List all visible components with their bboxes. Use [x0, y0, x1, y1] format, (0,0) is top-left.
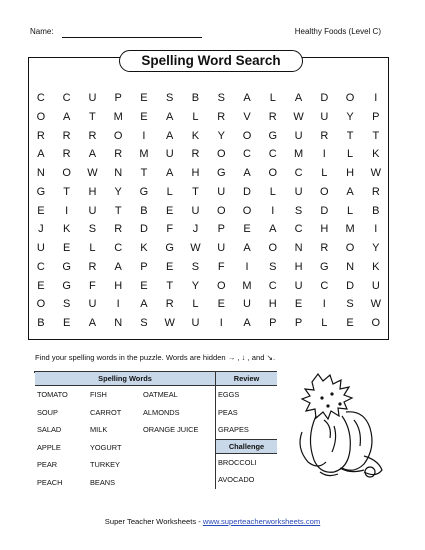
- grid-letter: U: [320, 110, 329, 123]
- grid-letter: W: [370, 298, 382, 311]
- grid-letter: I: [271, 204, 275, 217]
- grid-letter: R: [62, 148, 71, 161]
- grid-letter: B: [372, 204, 380, 217]
- grid-letter: W: [293, 110, 304, 123]
- grid-letter: M: [293, 148, 304, 161]
- vegetables-illustration: [294, 368, 386, 480]
- grid-letter: S: [88, 223, 97, 236]
- grid-letter: U: [294, 185, 303, 198]
- challenge-word: BROCCOLI: [218, 457, 257, 467]
- spelling-word: ORANGE JUICE: [143, 425, 199, 434]
- grid-letter: C: [294, 167, 303, 179]
- footer-link[interactable]: www.superteacherworksheets.com: [202, 517, 321, 526]
- grid-letter: I: [245, 260, 249, 273]
- grid-letter: T: [89, 110, 96, 123]
- grid-letter: T: [63, 185, 71, 198]
- grid-letter: W: [370, 167, 382, 179]
- grid-letter: I: [374, 92, 378, 104]
- grid-letter: U: [294, 129, 303, 142]
- grid-letter: C: [36, 92, 45, 104]
- grid-letter: E: [62, 317, 71, 329]
- grid-letter: F: [217, 260, 225, 273]
- grid-letter: N: [114, 167, 123, 179]
- grid-letter: P: [140, 260, 148, 273]
- grid-letter: R: [217, 110, 226, 123]
- footer: [0, 517, 425, 526]
- grid-letter: G: [36, 185, 46, 198]
- puzzle-title: Spelling Word Search: [119, 50, 303, 72]
- grid-letter: C: [243, 148, 251, 161]
- grid-letter: E: [243, 223, 251, 236]
- grid-letter: S: [62, 298, 71, 311]
- spelling-word: APPLE: [37, 442, 61, 452]
- spelling-word: SALAD: [37, 425, 62, 434]
- grid-letter: O: [268, 242, 278, 254]
- grid-letter: P: [294, 317, 303, 329]
- grid-letter: G: [62, 260, 71, 273]
- grid-letter: T: [140, 167, 148, 179]
- grid-letter: G: [216, 167, 226, 179]
- grid-letter: A: [114, 260, 122, 273]
- grid-letter: I: [116, 298, 120, 311]
- grid-letter: S: [346, 298, 354, 311]
- grid-letter: G: [320, 260, 329, 273]
- grid-letter: R: [114, 223, 123, 236]
- grid-letter: E: [62, 242, 71, 254]
- grid-letter: L: [269, 92, 276, 104]
- grid-letter: Y: [217, 129, 225, 142]
- grid-letter: U: [217, 185, 226, 198]
- grid-letter: C: [62, 92, 71, 104]
- grid-letter: T: [114, 204, 122, 217]
- grid-letter: R: [88, 260, 97, 273]
- worksheet-header: [30, 27, 381, 41]
- grid-letter: L: [166, 185, 173, 198]
- review-challenge-box: [215, 372, 277, 489]
- grid-letter: E: [166, 260, 174, 273]
- spelling-word: [141, 456, 215, 474]
- grid-letter: S: [191, 260, 200, 273]
- grid-letter: A: [140, 298, 148, 311]
- spelling-word: ALMONDS: [143, 407, 180, 417]
- review-list: [216, 386, 277, 439]
- grid-letter: G: [268, 129, 278, 142]
- grid-letter: H: [114, 279, 123, 292]
- grid-letter: K: [62, 223, 71, 236]
- grid-letter: A: [243, 92, 251, 104]
- name-label: Name:: [30, 27, 54, 36]
- grid-letter: K: [372, 148, 380, 161]
- grid-letter: S: [269, 260, 277, 273]
- grid-letter: P: [372, 110, 380, 123]
- grid-letter: L: [347, 148, 354, 161]
- grid-letter: K: [372, 260, 380, 273]
- grid-letter: O: [216, 279, 226, 292]
- spelling-word: PEAR: [37, 460, 58, 469]
- grid-letter: U: [371, 279, 380, 292]
- grid-letter: S: [166, 92, 174, 104]
- name-line: [62, 37, 202, 38]
- grid-letter: A: [88, 148, 97, 161]
- grid-letter: C: [320, 279, 329, 292]
- instructions: Find your spelling words in the puzzle. Words are hidden → , ↓ , and ↘.: [35, 353, 276, 362]
- grid-letter: A: [294, 92, 303, 104]
- grid-letter: L: [89, 242, 96, 254]
- grid-letter: N: [114, 317, 123, 329]
- grid-letter: A: [243, 317, 251, 329]
- grid-letter: I: [142, 129, 146, 142]
- grid-letter: I: [322, 148, 326, 161]
- grid-letter: C: [268, 148, 277, 161]
- grid-letter: U: [191, 317, 200, 329]
- grid-letter: M: [345, 223, 355, 236]
- grid-letter: G: [62, 279, 71, 292]
- grid-letter: J: [192, 223, 199, 236]
- grid-letter: B: [37, 317, 45, 329]
- grid-letter: R: [62, 129, 71, 142]
- grid-letter: U: [88, 92, 97, 104]
- grid-letter: P: [114, 92, 122, 104]
- grid-letter: R: [268, 110, 277, 123]
- grid-letter: U: [217, 242, 226, 254]
- grid-letter: R: [371, 185, 380, 198]
- grid-letter: U: [294, 279, 303, 292]
- grid-letter: B: [191, 92, 200, 104]
- grid-letter: F: [89, 279, 96, 292]
- challenge-word: AVOCADO: [218, 475, 255, 484]
- grid-letter: D: [320, 92, 329, 104]
- grid-letter: J: [38, 223, 44, 236]
- grid-letter: Y: [372, 242, 380, 254]
- grid-letter: E: [346, 317, 354, 329]
- grid-letter: E: [140, 92, 148, 104]
- grid-letter: R: [320, 242, 329, 254]
- grid-letter: W: [87, 167, 98, 179]
- grid-letter: N: [36, 167, 45, 179]
- review-word: PEAS: [218, 407, 238, 417]
- spelling-word: SOUP: [37, 407, 58, 417]
- spelling-word: PEACH: [37, 477, 63, 487]
- grid-letter: H: [346, 167, 355, 179]
- grid-letter: A: [166, 167, 174, 179]
- spelling-word: BEANS: [90, 477, 116, 487]
- grid-letter: R: [114, 148, 123, 161]
- grid-letter: V: [243, 110, 251, 123]
- grid-letter: O: [345, 242, 355, 254]
- grid-letter: W: [164, 317, 175, 329]
- grid-letter: C: [268, 279, 277, 292]
- spelling-word: TURKEY: [90, 460, 120, 469]
- grid-letter: L: [269, 185, 276, 198]
- grid-letter: O: [345, 92, 355, 104]
- spelling-words-list: [35, 386, 215, 491]
- grid-letter: P: [217, 223, 225, 236]
- grid-letter: L: [321, 167, 328, 179]
- grid-letter: H: [191, 167, 200, 179]
- grid-letter: O: [36, 110, 46, 123]
- grid-letter: O: [371, 317, 381, 329]
- grid-letter: A: [269, 223, 277, 236]
- grid-letter: E: [140, 110, 148, 123]
- grid-letter: R: [191, 148, 200, 161]
- grid-letter: A: [166, 110, 174, 123]
- grid-letter: S: [294, 204, 303, 217]
- grid-letter: A: [62, 110, 71, 123]
- grid-letter: A: [37, 148, 45, 161]
- grid-letter: A: [166, 129, 174, 142]
- spelling-words-heading: Spelling Words: [35, 372, 215, 386]
- grid-letter: U: [165, 148, 174, 161]
- grid-letter: E: [294, 298, 303, 311]
- grid-letter: H: [294, 260, 303, 273]
- grid-letter: A: [243, 167, 251, 179]
- grid-letter: R: [165, 298, 174, 311]
- grid-letter: C: [114, 242, 123, 254]
- grid-letter: L: [347, 204, 354, 217]
- grid-letter: Y: [346, 110, 354, 123]
- worksheet-title: Healthy Foods (Level C): [294, 27, 381, 36]
- grid-letter: D: [346, 279, 355, 292]
- grid-letter: M: [113, 110, 123, 123]
- word-bank: [34, 371, 277, 487]
- grid-letter: E: [217, 298, 225, 311]
- grid-letter: C: [36, 260, 45, 273]
- grid-letter: D: [243, 185, 251, 198]
- grid-letter: A: [88, 317, 97, 329]
- grid-letter: W: [190, 242, 201, 254]
- grid-letter: O: [62, 167, 71, 179]
- grid-letter: U: [191, 204, 200, 217]
- grid-letter: T: [166, 279, 174, 292]
- grid-letter: O: [242, 204, 252, 217]
- grid-letter: N: [294, 242, 303, 254]
- grid-letter: U: [88, 204, 97, 217]
- spelling-word: [141, 439, 215, 457]
- spelling-words-box: [35, 372, 215, 491]
- grid-letter: Y: [191, 279, 200, 292]
- grid-letter: G: [139, 185, 149, 198]
- grid-letter: O: [216, 148, 226, 161]
- grid-letter: C: [294, 223, 303, 236]
- grid-letter: I: [65, 204, 69, 217]
- grid-letter: E: [166, 204, 174, 217]
- grid-letter: R: [88, 129, 97, 142]
- grid-letter: T: [346, 129, 354, 142]
- grid-letter: H: [320, 223, 329, 236]
- grid-letter: S: [140, 317, 148, 329]
- grid-letter: N: [346, 260, 355, 273]
- grid-letter: G: [165, 242, 174, 254]
- grid-letter: L: [321, 317, 328, 329]
- grid-letter: H: [88, 185, 97, 198]
- challenge-heading: Challenge: [216, 439, 277, 454]
- grid-letter: R: [36, 129, 45, 142]
- review-word: GRAPES: [218, 425, 249, 434]
- review-heading: Review: [216, 372, 277, 386]
- grid-letter: O: [320, 185, 329, 198]
- grid-letter: E: [140, 279, 148, 292]
- grid-letter: O: [216, 204, 226, 217]
- grid-letter: Y: [114, 185, 122, 198]
- spelling-word: MILK: [90, 425, 108, 434]
- grid-letter: S: [217, 92, 225, 104]
- grid-letter: E: [37, 279, 45, 292]
- grid-letter: K: [191, 129, 200, 142]
- grid-letter: D: [320, 204, 329, 217]
- grid-letter: O: [36, 298, 46, 311]
- grid-letter: I: [219, 317, 223, 329]
- spelling-word: TOMATO: [37, 390, 68, 399]
- grid-letter: A: [346, 185, 354, 198]
- grid-letter: R: [320, 129, 329, 142]
- spelling-word: FISH: [90, 390, 107, 399]
- grid-letter: U: [88, 298, 97, 311]
- grid-letter: D: [139, 223, 148, 236]
- grid-letter: T: [192, 185, 199, 198]
- grid-letter: F: [166, 223, 174, 236]
- grid-letter: E: [37, 204, 45, 217]
- footer-prefix: Super Teacher Worksheets -: [104, 517, 203, 526]
- spelling-word: YOGURT: [90, 442, 122, 452]
- grid-letter: M: [242, 279, 252, 292]
- grid-letter: O: [113, 129, 123, 142]
- grid-letter: M: [139, 148, 149, 161]
- grid-letter: B: [140, 204, 148, 217]
- grid-letter: H: [268, 298, 277, 311]
- grid-letter: L: [192, 298, 199, 311]
- grid-letter: I: [374, 223, 378, 236]
- grid-letter: T: [372, 129, 380, 142]
- grid-letter: K: [140, 242, 148, 254]
- spelling-word: [141, 474, 215, 492]
- grid-letter: O: [268, 167, 278, 179]
- spelling-word: CARROT: [90, 407, 122, 417]
- grid-letter: P: [269, 317, 277, 329]
- letter-grid: [28, 89, 389, 333]
- grid-letter: A: [243, 242, 251, 254]
- review-word: EGGS: [218, 390, 240, 399]
- grid-letter: L: [192, 110, 199, 123]
- grid-letter: O: [242, 129, 252, 142]
- grid-letter: U: [243, 298, 251, 311]
- challenge-list: [216, 454, 277, 489]
- grid-letter: U: [36, 242, 45, 254]
- spelling-word: OATMEAL: [143, 390, 178, 399]
- grid-letter: I: [322, 298, 326, 311]
